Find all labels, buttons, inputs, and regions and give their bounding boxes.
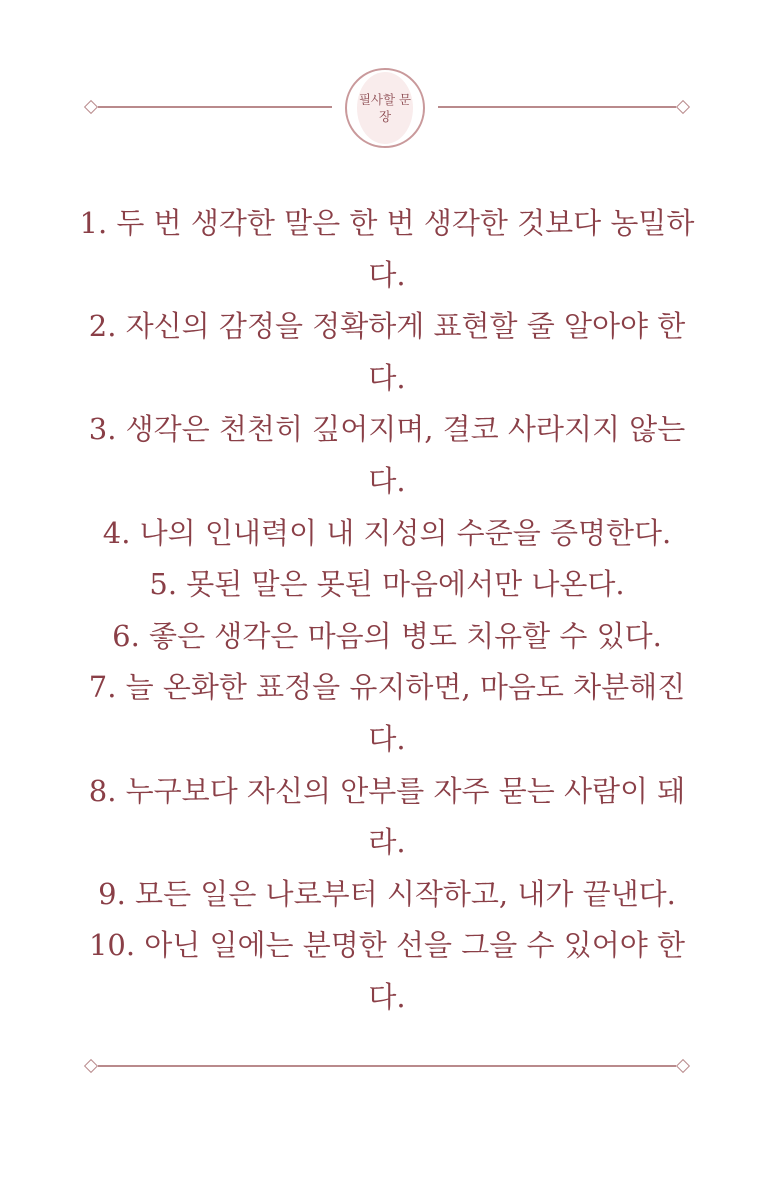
bottom-rule-line — [98, 1065, 676, 1067]
sentence-item: 10. 아닌 일에는 분명한 선을 그을 수 있어야 한다. — [88, 928, 686, 1014]
sentence-item: 3. 생각은 천천히 깊어지며, 결코 사라지지 않는다. — [88, 412, 686, 498]
sentence-item: 6. 좋은 생각은 마음의 병도 치유할 수 있다. — [112, 618, 662, 653]
bottom-right-diamond-icon — [676, 1059, 690, 1073]
bottom-divider — [84, 1058, 690, 1074]
top-left-diamond-icon — [84, 100, 98, 114]
sentence-item: 1. 두 번 생각한 말은 한 번 생각한 것보다 농밀하다. — [79, 206, 695, 292]
title-badge — [345, 68, 425, 148]
sentence-item: 9. 모든 일은 나로부터 시작하고, 내가 끝낸다. — [98, 876, 676, 911]
badge-title: 필사할 문장 — [357, 72, 413, 144]
top-right-rule-line — [438, 106, 676, 108]
sentence-item: 7. 늘 온화한 표정을 유지하면, 마음도 차분해진다. — [88, 670, 686, 756]
sentence-item: 4. 나의 인내력이 내 지성의 수준을 증명한다. — [102, 515, 672, 550]
sentence-item: 2. 자신의 감정을 정확하게 표현할 줄 알아야 한다. — [88, 309, 686, 395]
bottom-left-diamond-icon — [84, 1059, 98, 1073]
sentence-list — [76, 198, 698, 1024]
top-left-rule-line — [98, 106, 332, 108]
top-right-diamond-icon — [676, 100, 690, 114]
sentence-item: 5. 못된 말은 못된 마음에서만 나온다. — [149, 567, 625, 602]
sentence-item: 8. 누구보다 자신의 안부를 자주 묻는 사람이 돼라. — [88, 773, 686, 860]
